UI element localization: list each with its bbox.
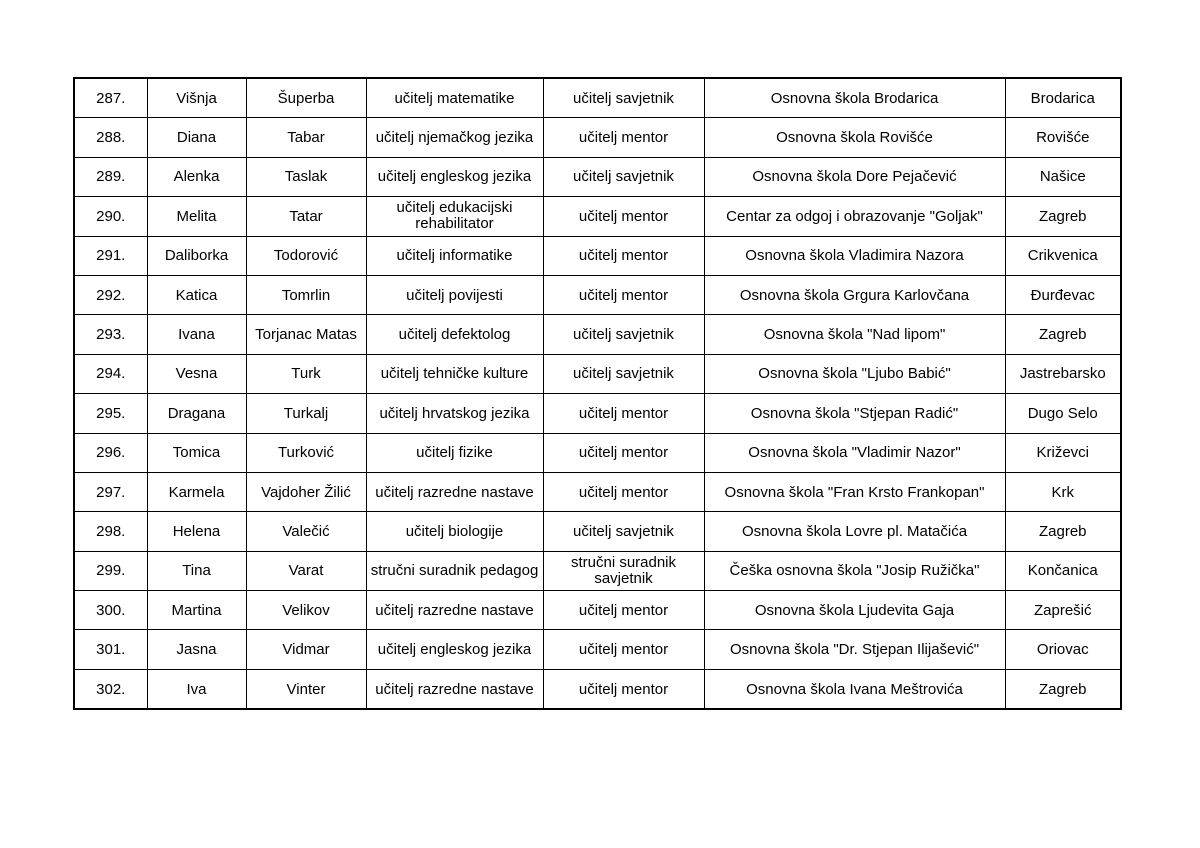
school: Osnovna škola Dore Pejačević — [704, 157, 1005, 196]
city: Križevci — [1005, 433, 1121, 472]
first-name: Melita — [147, 197, 246, 236]
row-number: 299. — [74, 551, 147, 590]
subject: učitelj njemačkog jezika — [366, 118, 543, 157]
city: Končanica — [1005, 551, 1121, 590]
table-row — [74, 394, 1121, 433]
city: Jastrebarsko — [1005, 354, 1121, 393]
school: Osnovna škola Ivana Meštrovića — [704, 669, 1005, 709]
subject: učitelj engleskog jezika — [366, 630, 543, 669]
city: Brodarica — [1005, 78, 1121, 118]
school: Osnovna škola "Dr. Stjepan Ilijašević" — [704, 630, 1005, 669]
row-number: 301. — [74, 630, 147, 669]
school: Osnovna škola Brodarica — [704, 78, 1005, 118]
last-name: Taslak — [246, 157, 366, 196]
school: Osnovna škola "Stjepan Radić" — [704, 394, 1005, 433]
row-number: 292. — [74, 275, 147, 314]
last-name: Valečić — [246, 512, 366, 551]
school: Osnovna škola "Vladimir Nazor" — [704, 433, 1005, 472]
subject: učitelj razredne nastave — [366, 669, 543, 709]
row-number: 297. — [74, 472, 147, 511]
city: Krk — [1005, 472, 1121, 511]
row-number: 288. — [74, 118, 147, 157]
last-name: Tomrlin — [246, 275, 366, 314]
last-name: Velikov — [246, 591, 366, 630]
table-row — [74, 512, 1121, 551]
city: Našice — [1005, 157, 1121, 196]
rank: učitelj savjetnik — [543, 512, 704, 551]
table-row — [74, 472, 1121, 511]
row-number: 302. — [74, 669, 147, 709]
rank: učitelj savjetnik — [543, 157, 704, 196]
rank: učitelj mentor — [543, 275, 704, 314]
table-row — [74, 236, 1121, 275]
city: Zagreb — [1005, 197, 1121, 236]
school: Osnovna škola Vladimira Nazora — [704, 236, 1005, 275]
city: Zagreb — [1005, 315, 1121, 354]
row-number: 296. — [74, 433, 147, 472]
rank: učitelj mentor — [543, 433, 704, 472]
table-row — [74, 591, 1121, 630]
school: Osnovna škola "Fran Krsto Frankopan" — [704, 472, 1005, 511]
last-name: Turković — [246, 433, 366, 472]
first-name: Martina — [147, 591, 246, 630]
rank: učitelj mentor — [543, 669, 704, 709]
table-row — [74, 78, 1121, 118]
first-name: Dragana — [147, 394, 246, 433]
city: Zagreb — [1005, 669, 1121, 709]
table-row — [74, 197, 1121, 236]
first-name: Katica — [147, 275, 246, 314]
table-row — [74, 275, 1121, 314]
first-name: Ivana — [147, 315, 246, 354]
table-row — [74, 354, 1121, 393]
school: Osnovna škola Ljudevita Gaja — [704, 591, 1005, 630]
last-name: Tatar — [246, 197, 366, 236]
subject: učitelj povijesti — [366, 275, 543, 314]
subject: učitelj razredne nastave — [366, 591, 543, 630]
rank: učitelj mentor — [543, 394, 704, 433]
subject: učitelj hrvatskog jezika — [366, 394, 543, 433]
first-name: Tina — [147, 551, 246, 590]
table-row — [74, 118, 1121, 157]
school: Centar za odgoj i obrazovanje "Goljak" — [704, 197, 1005, 236]
subject: učitelj matematike — [366, 78, 543, 118]
rank: učitelj mentor — [543, 236, 704, 275]
row-number: 290. — [74, 197, 147, 236]
city: Zagreb — [1005, 512, 1121, 551]
last-name: Tabar — [246, 118, 366, 157]
subject: učitelj razredne nastave — [366, 472, 543, 511]
subject: učitelj edukacijski rehabilitator — [366, 197, 543, 236]
city: Dugo Selo — [1005, 394, 1121, 433]
first-name: Vesna — [147, 354, 246, 393]
rank: učitelj mentor — [543, 472, 704, 511]
subject: stručni suradnik pedagog — [366, 551, 543, 590]
last-name: Vidmar — [246, 630, 366, 669]
rank: učitelj savjetnik — [543, 78, 704, 118]
row-number: 293. — [74, 315, 147, 354]
city: Oriovac — [1005, 630, 1121, 669]
subject: učitelj fizike — [366, 433, 543, 472]
last-name: Varat — [246, 551, 366, 590]
row-number: 291. — [74, 236, 147, 275]
table-row — [74, 315, 1121, 354]
subject: učitelj informatike — [366, 236, 543, 275]
row-number: 287. — [74, 78, 147, 118]
school: Osnovna škola Lovre pl. Matačića — [704, 512, 1005, 551]
table-row — [74, 630, 1121, 669]
first-name: Helena — [147, 512, 246, 551]
school: Češka osnovna škola "Josip Ružička" — [704, 551, 1005, 590]
row-number: 298. — [74, 512, 147, 551]
table-row — [74, 551, 1121, 590]
last-name: Todorović — [246, 236, 366, 275]
first-name: Diana — [147, 118, 246, 157]
rank: učitelj mentor — [543, 118, 704, 157]
first-name: Iva — [147, 669, 246, 709]
last-name: Vajdoher Žilić — [246, 472, 366, 511]
last-name: Torjanac Matas — [246, 315, 366, 354]
city: Đurđevac — [1005, 275, 1121, 314]
rank: učitelj mentor — [543, 591, 704, 630]
last-name: Turk — [246, 354, 366, 393]
school: Osnovna škola Rovišće — [704, 118, 1005, 157]
row-number: 295. — [74, 394, 147, 433]
last-name: Turkalj — [246, 394, 366, 433]
first-name: Daliborka — [147, 236, 246, 275]
city: Rovišće — [1005, 118, 1121, 157]
last-name: Vinter — [246, 669, 366, 709]
school: Osnovna škola Grgura Karlovčana — [704, 275, 1005, 314]
subject: učitelj defektolog — [366, 315, 543, 354]
first-name: Jasna — [147, 630, 246, 669]
rank: učitelj mentor — [543, 197, 704, 236]
subject: učitelj tehničke kulture — [366, 354, 543, 393]
rank: učitelj savjetnik — [543, 354, 704, 393]
row-number: 289. — [74, 157, 147, 196]
row-number: 294. — [74, 354, 147, 393]
rank: učitelj savjetnik — [543, 315, 704, 354]
first-name: Tomica — [147, 433, 246, 472]
table-row — [74, 669, 1121, 709]
subject: učitelj engleskog jezika — [366, 157, 543, 196]
first-name: Alenka — [147, 157, 246, 196]
last-name: Šuperba — [246, 78, 366, 118]
teacher-table — [73, 77, 1122, 710]
row-number: 300. — [74, 591, 147, 630]
city: Zaprešić — [1005, 591, 1121, 630]
first-name: Karmela — [147, 472, 246, 511]
rank: stručni suradnik savjetnik — [543, 551, 704, 590]
city: Crikvenica — [1005, 236, 1121, 275]
school: Osnovna škola "Nad lipom" — [704, 315, 1005, 354]
school: Osnovna škola "Ljubo Babić" — [704, 354, 1005, 393]
subject: učitelj biologije — [366, 512, 543, 551]
rank: učitelj mentor — [543, 630, 704, 669]
first-name: Višnja — [147, 78, 246, 118]
table-row — [74, 433, 1121, 472]
table-row — [74, 157, 1121, 196]
